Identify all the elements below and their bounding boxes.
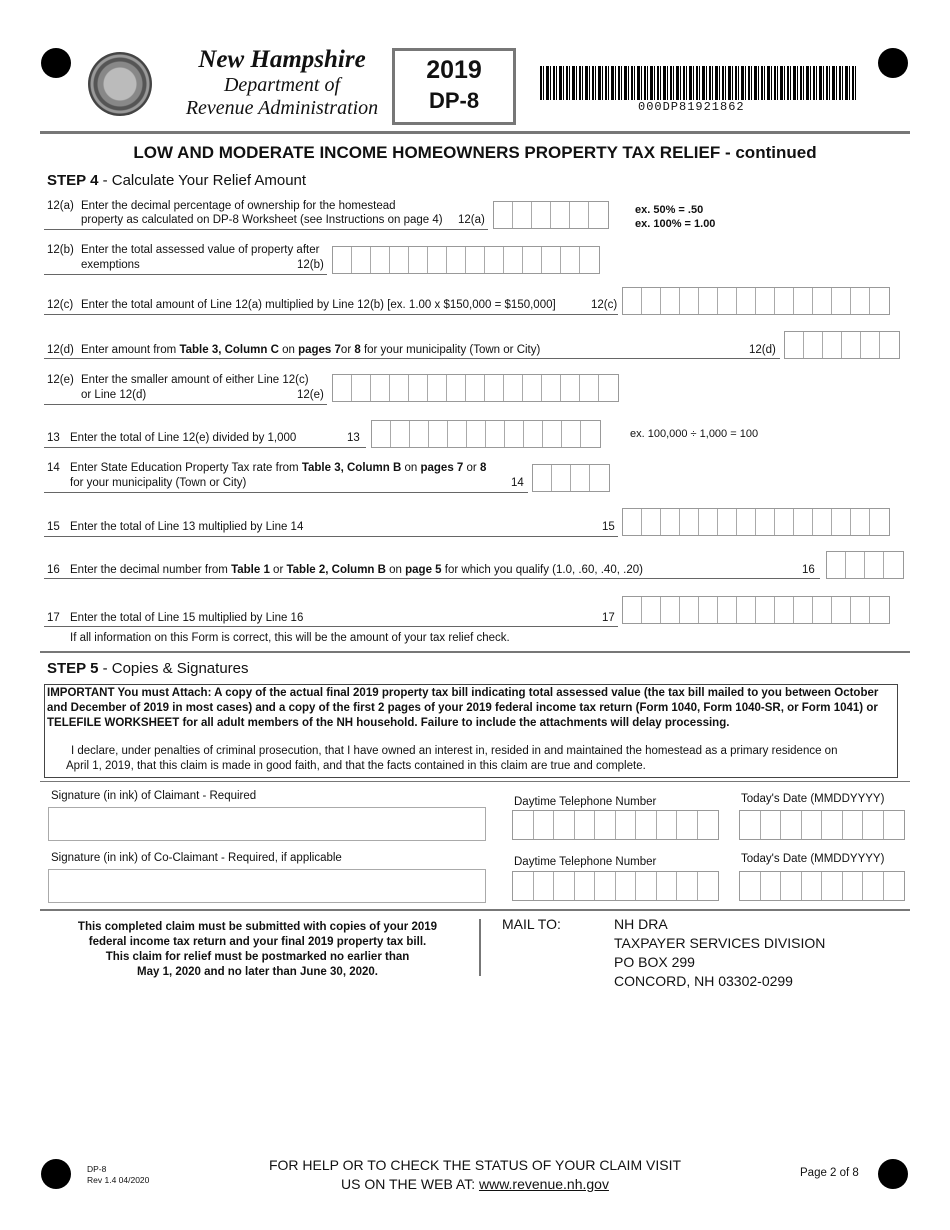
- important-text: IMPORTANT You must Attach: A copy of the actual final 2019 property tax bill indicating total assessed value (the tax bill mailed to you between October and December of 2019 in most cases) and a copy of the first 2 pages of your 2019 federal income tax return (Form 1040, Form 1040-SR, or Form 1041) or TELEFILE WORKSHEET for all adult members of the NH household. Failure to include the attachments will delay processing.: [47, 687, 879, 729]
- step4-title: - Calculate Your Relief Amount: [98, 172, 307, 189]
- form-id-box: [392, 48, 516, 125]
- line-12c-underline: [44, 314, 618, 315]
- address-line1: NH DRA: [614, 916, 668, 932]
- line-12d-text: Enter amount from Table 3, Column C on pages 7or 8 for your municipality (Town or City): [81, 344, 541, 356]
- line-17-underline: [44, 626, 618, 627]
- declaration-text: [66, 744, 891, 774]
- line-12e-text1: Enter the smaller amount of either Line 12(c): [81, 374, 309, 386]
- line-12a-ref: 12(a): [458, 214, 485, 226]
- line-13-note: ex. 100,000 ÷ 1,000 = 100: [630, 428, 759, 440]
- submission-line2: federal income tax return and your final 2019 property tax bill.: [88, 936, 427, 948]
- step-divider: [40, 651, 910, 653]
- line-16-ref: 16: [802, 564, 815, 576]
- line-12d-number: 12(d): [47, 344, 74, 356]
- line-14-input[interactable]: [532, 464, 610, 492]
- line-17-note: If all information on this Form is correct, this will be the amount of your tax relief check.: [70, 632, 510, 644]
- form-id: DP-8: [428, 88, 480, 113]
- coclaimant-phone-input[interactable]: [512, 871, 719, 901]
- barcode: [540, 66, 858, 100]
- line-15-input[interactable]: [622, 508, 890, 536]
- line-12a-underline: [44, 229, 488, 230]
- help-line2: US ON THE WEB AT: www.revenue.nh.gov: [341, 1176, 609, 1192]
- line-12a-text1: Enter the decimal percentage of ownership for the homestead: [81, 200, 396, 212]
- registration-mark: [878, 48, 908, 78]
- line-12e-number: 12(e): [47, 374, 74, 386]
- line-15-underline: [44, 536, 618, 537]
- line-13-number: 13: [47, 432, 60, 444]
- line-13-input[interactable]: [371, 420, 601, 448]
- important-notice: [44, 684, 898, 778]
- line-16-input[interactable]: [826, 551, 904, 579]
- step4-label: STEP 4: [47, 172, 99, 189]
- line-12d-underline: [44, 358, 780, 359]
- line-12b-underline: [44, 274, 327, 275]
- address-line3: PO BOX 299: [614, 954, 695, 970]
- line-16-text: Enter the decimal number from Table 1 or Table 2, Column B on page 5 for which you qualify (1.0, .60, .40, .20): [70, 564, 643, 576]
- agency-line2: Department of: [223, 74, 341, 96]
- line-12e-ref: 12(e): [297, 389, 324, 401]
- line-14-ref: 14: [511, 477, 524, 489]
- line-14-text1: Enter State Education Property Tax rate from Table 3, Column B on pages 7 or 8: [70, 462, 487, 474]
- submission-line3: This claim for relief must be postmarked no earlier than: [105, 951, 410, 963]
- step5-title: - Copies & Signatures: [98, 660, 249, 677]
- registration-mark: [41, 48, 71, 78]
- line-17-number: 17: [47, 612, 60, 624]
- coclaimant-signature-label: Signature (in ink) of Co-Claimant - Required, if applicable: [51, 852, 342, 864]
- address-line2: TAXPAYER SERVICES DIVISION: [614, 935, 826, 951]
- claimant-date-label: Today's Date (MMDDYYYY): [741, 793, 885, 805]
- submission-line1: This completed claim must be submitted with copies of your 2019: [77, 921, 438, 933]
- line-12c-text: Enter the total amount of Line 12(a) multiplied by Line 12(b) [ex. 1.00 x $150,000 = $150,000]: [81, 299, 556, 311]
- line-16-number: 16: [47, 564, 60, 576]
- claimant-signature-field[interactable]: [48, 807, 486, 841]
- registration-mark: [41, 1159, 71, 1189]
- claimant-signature-label: Signature (in ink) of Claimant - Required: [51, 790, 257, 802]
- claimant-phone-input[interactable]: [512, 810, 719, 840]
- line-13-underline: [44, 447, 366, 448]
- coclaimant-date-input[interactable]: [739, 871, 905, 901]
- coclaimant-signature-field[interactable]: [48, 869, 486, 903]
- line-15-ref: 15: [602, 521, 615, 533]
- submission-line4: May 1, 2020 and no later than June 30, 2020.: [137, 966, 378, 978]
- page-title: [0, 143, 950, 163]
- line-12b-input[interactable]: [332, 246, 600, 274]
- line-17-input[interactable]: [622, 596, 890, 624]
- line-12c-number: 12(c): [47, 299, 74, 311]
- line-12b-number: 12(b): [47, 244, 74, 256]
- step5-heading: [47, 660, 249, 677]
- line-14-underline: [44, 492, 528, 493]
- registration-mark: [878, 1159, 908, 1189]
- agency-name: [162, 46, 402, 120]
- line-12e-text2: or Line 12(d): [81, 389, 147, 401]
- line-12a-note2: ex. 100% = 1.00: [635, 218, 716, 230]
- page-number: Page 2 of 8: [800, 1167, 859, 1179]
- agency-line1: New Hampshire: [198, 46, 366, 73]
- line-12b-text1: Enter the total assessed value of property after: [81, 244, 320, 256]
- line-13-ref: 13: [347, 432, 360, 444]
- help-text: [240, 1156, 710, 1194]
- claimant-date-input[interactable]: [739, 810, 905, 840]
- help-line1: FOR HELP OR TO CHECK THE STATUS OF YOUR CLAIM VISIT: [268, 1157, 682, 1173]
- line-12a-number: 12(a): [47, 200, 74, 212]
- title-suffix: - continued: [720, 143, 817, 162]
- line-12e-underline: [44, 404, 327, 405]
- line-12a-note1: ex. 50% = .50: [635, 204, 704, 216]
- coclaimant-date-label: Today's Date (MMDDYYYY): [741, 853, 885, 865]
- footer-vertical-divider: [479, 919, 481, 976]
- state-seal-icon: [88, 52, 152, 116]
- submission-notice: [55, 920, 460, 980]
- website-link[interactable]: www.revenue.nh.gov: [478, 1176, 609, 1192]
- barcode-text: 000DP81921862: [638, 100, 745, 114]
- mailing-address: [614, 915, 825, 991]
- line-17-ref: 17: [602, 612, 615, 624]
- line-13-text: Enter the total of Line 12(e) divided by 1,000: [70, 432, 297, 444]
- line-12d-ref: 12(d): [749, 344, 776, 356]
- coclaimant-phone-label: Daytime Telephone Number: [514, 856, 657, 868]
- line-12c-ref: 12(c): [591, 299, 618, 311]
- signature-divider: [40, 781, 910, 782]
- step5-label: STEP 5: [47, 660, 99, 677]
- declaration-line2: April 1, 2019, that this claim is made in good faith, and that the facts contained in this claim are true and complete.: [66, 760, 646, 772]
- declaration-line1: I declare, under penalties of criminal prosecution, that I have owned an interest in, resided in and maintained the homestead as a primary residence on: [71, 745, 838, 757]
- claimant-phone-label: Daytime Telephone Number: [514, 796, 657, 808]
- title-main: LOW AND MODERATE INCOME HOMEOWNERS PROPERTY TAX RELIEF: [133, 143, 721, 162]
- form-year: 2019: [426, 56, 482, 84]
- step4-heading: [47, 172, 306, 189]
- form-code: DP-8 Rev 1.4 04/2020: [87, 1164, 150, 1185]
- line-14-number: 14: [47, 462, 60, 474]
- line-12d-input[interactable]: [784, 331, 900, 359]
- line-16-underline: [44, 578, 820, 579]
- footer-divider: [40, 909, 910, 911]
- line-12c-input[interactable]: [622, 287, 890, 315]
- line-12a-input[interactable]: [493, 201, 609, 229]
- line-12b-ref: 12(b): [297, 259, 324, 271]
- line-15-text: Enter the total of Line 13 multiplied by Line 14: [70, 521, 304, 533]
- agency-line3: Revenue Administration: [185, 97, 379, 119]
- line-12b-text2: exemptions: [81, 259, 140, 271]
- header-divider: [40, 131, 910, 134]
- line-12a-text2: property as calculated on DP-8 Worksheet (see Instructions on page 4): [81, 214, 443, 226]
- mail-to-label: MAIL TO:: [502, 916, 561, 932]
- line-17-text: Enter the total of Line 15 multiplied by Line 16: [70, 612, 304, 624]
- address-line4: CONCORD, NH 03302-0299: [614, 973, 793, 989]
- line-15-number: 15: [47, 521, 60, 533]
- line-12e-input[interactable]: [332, 374, 619, 402]
- line-14-text2: for your municipality (Town or City): [70, 477, 247, 489]
